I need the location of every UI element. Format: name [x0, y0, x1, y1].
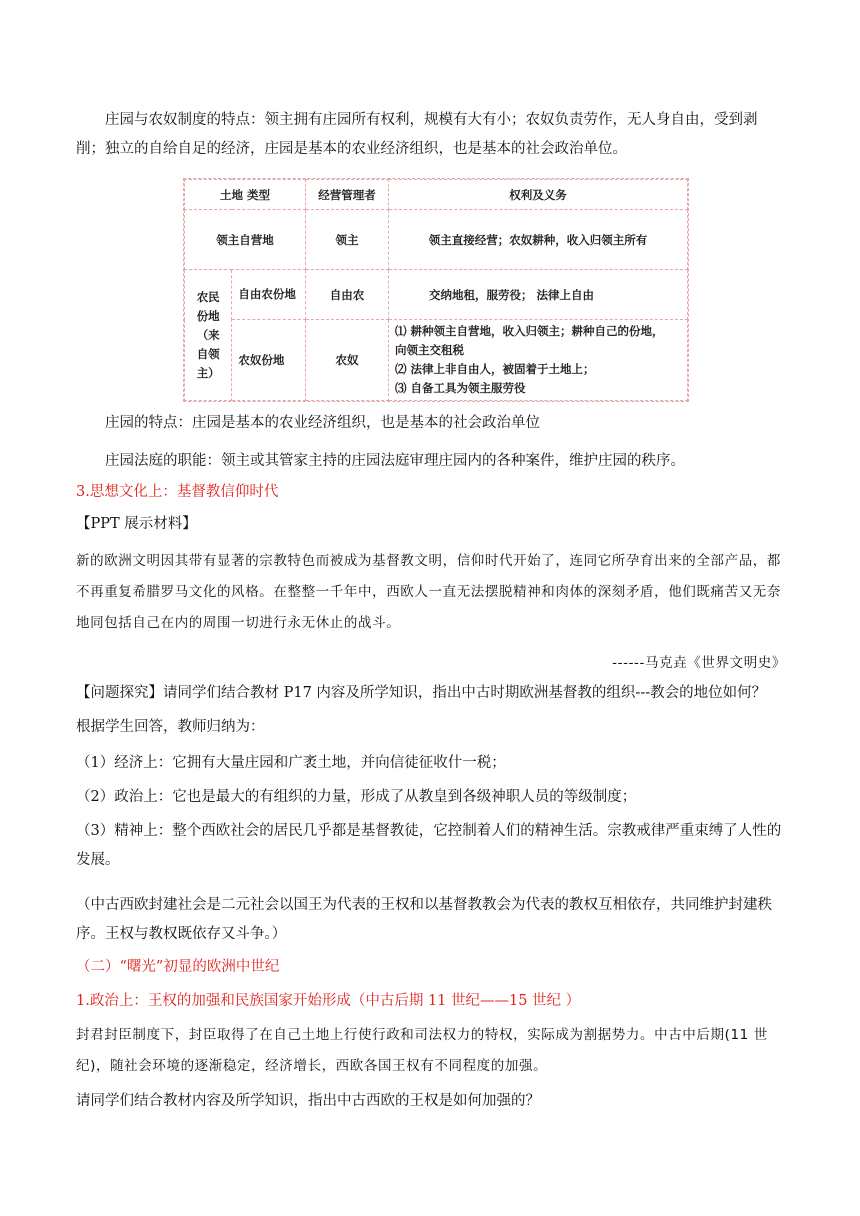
question-paragraph: 【问题探究】请同学们结合教材 P17 内容及所学知识，指出中古时期欧洲基督教的组织---教会的地位如何？ — [76, 685, 767, 701]
point-politics: （2）政治上：它也是最大的有组织的力量，形成了从教皇到各级神职人员的等级制度； — [76, 789, 637, 805]
manor-feature-paragraph: 庄园的特点：庄园是基本的农业经济组织，也是基本的社会政治单位 — [105, 415, 540, 431]
free-peasant-rights: 交纳地租，服劳役； 法律上自由 — [389, 270, 688, 320]
serf-rights-line: ⑶ 自备工具为领主服劳役 — [395, 381, 526, 395]
manor-serfdom-paragraph: 庄园与农奴制度的特点：领主拥有庄园所有权利，规模有大有小；农奴负责劳作，无人身自由，受到剥削；独立的自给自足的经济，庄园是基本的农业经济组织，也是基本的社会政治单位。 — [76, 112, 758, 157]
header-rights: 权利及义务 — [389, 180, 688, 210]
quote-source: ------马克垚《世界文明史》 — [612, 655, 786, 671]
section-heading-politics: 1.政治上：王权的加强和民族国家开始形成（中古后期 11 世纪——15 世纪 ） — [76, 993, 581, 1009]
ppt-material-label: 【PPT 展示材料】 — [76, 516, 197, 532]
demesne-rights: 领主直接经营；农奴耕种，收入归领主所有 — [389, 210, 688, 270]
section-heading-dawn: （二）“曙光”初显的欧洲中世纪 — [76, 959, 280, 975]
demesne-manager: 领主 — [306, 210, 389, 270]
serf-rights-line: ⑴ 耕种领主自营地，收入归领主；耕种自己的份地， — [395, 324, 664, 338]
free-peasant-manager: 自由农 — [306, 270, 389, 320]
section-heading-culture: 3.思想文化上：基督教信仰时代 — [76, 484, 279, 500]
serf-rights — [389, 320, 688, 401]
quote-paragraph: 新的欧洲文明因其带有显著的宗教特色而被成为基督教文明，信仰时代开始了，连同它所孕育出来的全部产品，都不再重复希腊罗马文化的风格。在整整一千年中，西欧人一直无法摆脱精神和肉体的深刻矛盾，他们既痛苦又无奈地同包括自己在内的周围一切进行永无休止的战斗。 — [76, 553, 781, 631]
demesne-type: 领主自营地 — [185, 210, 306, 270]
feudal-paragraph: 封君封臣制度下，封臣取得了在自己土地上行使行政和司法权力的特权，实际成为割据势力。中古中后期(11 世纪)，随社会环境的逐渐稳定，经济增长，西欧各国王权有不同程度的加强。 — [76, 1027, 768, 1074]
serf-manager: 农奴 — [306, 320, 389, 401]
header-land-type: 土地 类型 — [185, 180, 306, 210]
dual-society-note: （中古西欧封建社会是二元社会以国王为代表的王权和以基督教教会为代表的教权互相依存，共同维护封建秩序。王权与教权既依存又斗争。） — [76, 897, 772, 942]
teacher-summary-label: 根据学生回答，教师归纳为： — [76, 719, 265, 735]
serf-rights-line: 向领主交租税 — [395, 343, 464, 357]
peasant-land-group: 农民份地（来自领主） — [185, 270, 232, 401]
header-manager: 经营管理者 — [306, 180, 389, 210]
point-spirit: （3）精神上：整个西欧社会的居民几乎都是基督教徒，它控制着人们的精神生活。宗教戒律严重束缚了人性的发展。 — [76, 823, 782, 868]
serf-rights-line: ⑵ 法律上非自由人，被固着于土地上； — [395, 362, 595, 376]
manor-land-table — [183, 178, 689, 402]
serf-type: 农奴份地 — [232, 320, 306, 401]
point-economy: （1）经济上：它拥有大量庄园和广袤土地，并向信徒征收什一税； — [76, 755, 506, 771]
final-question: 请同学们结合教材内容及所学知识，指出中古西欧的王权是如何加强的？ — [76, 1093, 540, 1109]
manor-court-paragraph: 庄园法庭的职能：领主或其管家主持的庄园法庭审理庄园内的各种案件，维护庄园的秩序。 — [105, 453, 685, 469]
free-peasant-type: 自由农份地 — [232, 270, 306, 320]
